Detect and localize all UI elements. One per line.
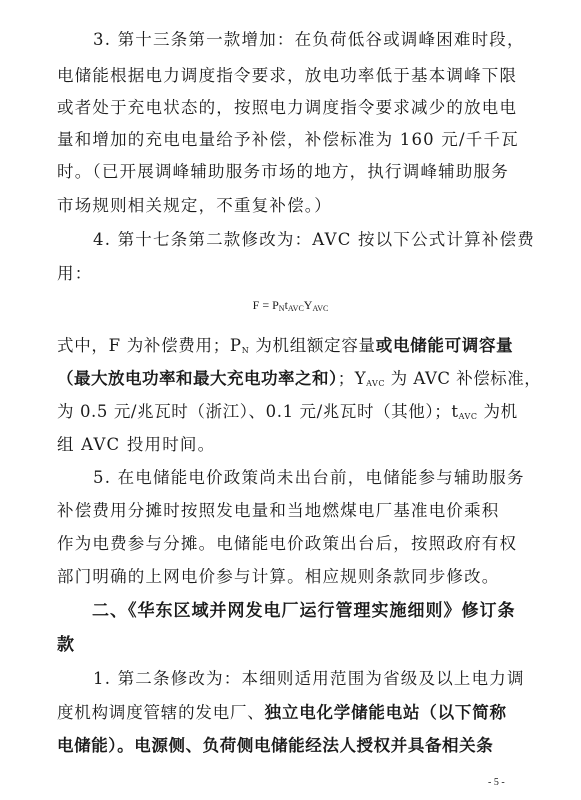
explain-text: 为 0.5 元/兆瓦时（浙江）、0.1 元/兆瓦时（其他）；t: [57, 402, 459, 421]
explain-bold-text: （最大放电功率和最大充电功率之和）: [57, 369, 338, 388]
item5-line-4: 部门明确的上网电价参与计算。相应规则条款同步修改。: [57, 567, 500, 586]
formula-t: t: [284, 298, 288, 312]
item3-line-2: 电储能根据电力调度指令要求，放电功率低于基本调峰下限: [57, 66, 518, 85]
explain-bold-text: 或电储能可调容量: [375, 336, 514, 355]
explain-text: 为机组额定容量: [249, 336, 376, 355]
formula-lhs: F = P: [252, 298, 279, 312]
item4-explain-line-3: [57, 401, 518, 428]
item2-1-line-2: [57, 702, 507, 724]
item5-line-1: 5. 在电储能电价政策尚未出台前，电储能参与辅助服务: [93, 468, 525, 487]
item5-line-3: 作为电费参与分摊。电储能电价政策出台后，按照政府有权: [57, 534, 518, 553]
item3-line-6: 市场规则相关规定，不重复补偿。）: [57, 196, 332, 215]
explain-subscript: AVC: [458, 412, 478, 421]
item4-explain-line-1: [57, 335, 513, 362]
item3-line-3: 或者处于充电状态的，按照电力调度指令要求减少的放电电: [57, 98, 518, 117]
page-number: - 5 -: [488, 777, 505, 788]
formula-y-subscript: AVC: [312, 304, 329, 313]
item2-1-line-3: 电储能）。电源侧、负荷侧电储能经法人授权并具备相关条: [57, 736, 494, 755]
item2-1-text: 度机构调度管辖的发电厂、: [57, 703, 265, 722]
formula-t-subscript: AVC: [287, 304, 304, 313]
item3-line-4: 量和增加的充电电量给予补偿，补偿标准为 160 元/千千瓦: [57, 130, 519, 149]
item4-line-2: 用：: [57, 264, 93, 283]
item2-1-bold-text: 独立电化学储能电站（以下简称: [264, 703, 507, 722]
formula-y: Y: [303, 298, 313, 312]
explain-subscript: AVC: [366, 379, 385, 388]
explain-text: 式中，F 为补偿费用；P: [57, 336, 242, 355]
explain-text: ；Y: [337, 369, 367, 388]
explain-text: 为 AVC 补偿标准，: [384, 369, 542, 388]
item3-line-1: 3. 第十三条第一款增加：在负荷低谷或调峰困难时段，: [93, 30, 525, 49]
item5-line-2: 补偿费用分摊时按照发电量和当地燃煤电厂基准电价乘积: [57, 501, 500, 520]
section-heading-line-2: 款: [57, 635, 75, 655]
avc-formula: [0, 298, 581, 313]
item4-explain-line-4: 组 AVC 投用时间。: [57, 435, 216, 454]
section-heading-line-1: 二、《华东区域并网发电厂运行管理实施细则》修订条: [92, 601, 516, 621]
item3-line-5: 时。（已开展调峰辅助服务市场的地方，执行调峰辅助服务: [57, 162, 509, 181]
item4-explain-line-2: [57, 368, 541, 395]
formula-p-subscript: N: [278, 304, 285, 313]
item4-line-1: 4. 第十七条第二款修改为：AVC 按以下公式计算补偿费: [93, 230, 535, 249]
explain-text: 为机: [477, 402, 518, 421]
explain-subscript: N: [241, 346, 250, 355]
item2-1-line-1: 1. 第二条修改为：本细则适用范围为省级及以上电力调: [93, 669, 525, 688]
